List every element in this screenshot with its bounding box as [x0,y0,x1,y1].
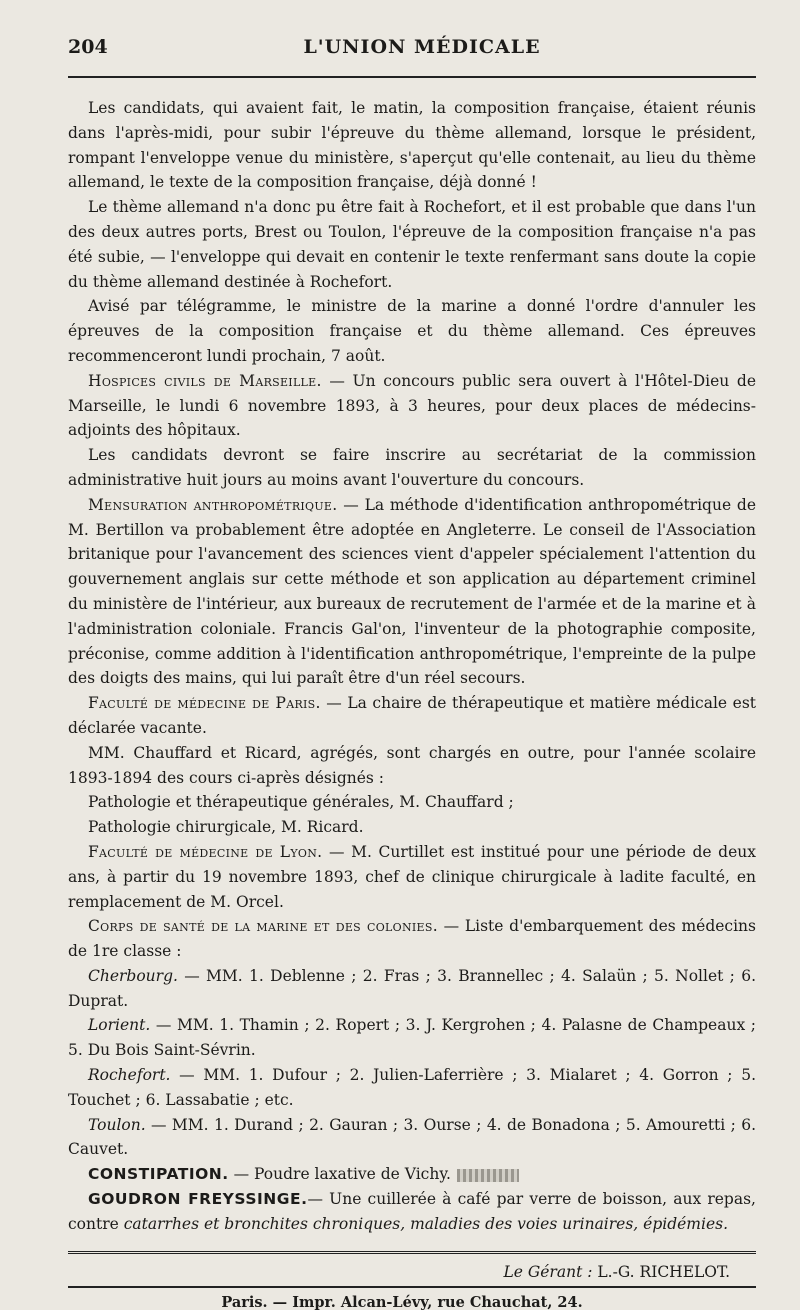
header-rule [68,76,756,78]
footer-rule [68,1251,756,1254]
advertisement [68,1187,756,1237]
gerant-label: Le Gérant : [503,1262,593,1281]
page-number: 204 [68,36,108,58]
paragraph-text: Le thème allemand n'a donc pu être fait à Rochefort, et il est probable que dans l'un des deux autres ports, Brest ou Toulon, l'épreuve de la composition française n'a pas été subie, — l'enveloppe qui devait en contenir le texte renfermant sans doute la copie du thème allemand destinée à Rochefort. [68,198,756,291]
article-body [68,96,756,1237]
ad-italic-text: catarrhes et bronchites chroniques, maladies des voies urinaires, épidémies. [123,1214,729,1233]
paragraph [68,964,756,1014]
stamp-icon [457,1169,519,1182]
section-heading: Faculté de médecine de Lyon. [88,842,323,861]
gerant-name: L.-G. RICHELOT. [592,1262,730,1281]
ad-title: CONSTIPATION. [88,1165,229,1184]
paragraph-text: Les candidats, qui avaient fait, le matin, la composition française, étaient réunis dans l'après-midi, pour subir l'épreuve du thème allemand, lorsque le président, rompant l'enveloppe venue du ministère, s'aperçut qu'elle contenait, au lieu du thème allemand, le texte de la composition française, déjà donné ! [68,99,756,192]
gerant-line [68,1260,756,1284]
paragraph-text: — MM. 1. Thamin ; 2. Ropert ; 3. J. Kergrohen ; 4. Palasne de Champeaux ; 5. Du Bois Saint-Sévrin. [68,1016,756,1060]
paragraph [68,369,756,443]
printer-imprint: Paris. — Impr. Alcan-Lévy, rue Chauchat, 24. [221,1293,583,1310]
section-heading: Hospices civils de Marseille. [88,371,322,390]
paragraph-text: — La méthode d'identification anthropométrique de M. Bertillon va probablement être adoptée en Angleterre. Le conseil de l'Association britanique pour l'avancement des sciences vient d'appeler spécialement l'attention du gouvernement anglais sur cette méthode et son application au département criminel du ministère de l'intérieur, aux bureaux de recrutement de l'armée et de la marine et à l'administration coloniale. Francis Gal'on, l'inventeur de la photographie composite, préconise, comme addition à l'identification anthropométrique, l'empreinte de la pulpe des doigts des mains, qui lui paraît être d'un réel secours. [68,495,756,688]
ad-title: GOUDRON FREYSSINGE. [88,1190,308,1209]
ad-text: — Poudre laxative de Vichy. [228,1165,451,1184]
paragraph [68,96,756,195]
paragraph-text: — Liste d'embarquement des médecins de 1re classe : [68,917,756,961]
paragraph [68,815,756,840]
paragraph-text: — MM. 1. Dufour ; 2. Julien-Laferrière ; 3. Mialaret ; 4. Gorron ; 5. Touchet ; 6. Lassabatie ; etc. [68,1066,756,1109]
port-name: Cherbourg. [88,966,178,985]
paragraph [68,1063,756,1113]
paragraph [68,790,756,815]
port-name: Toulon. [88,1115,146,1134]
port-name: Lorient. [88,1016,151,1035]
section-heading: Corps de santé de la marine et des colonies. [88,917,438,936]
paragraph [68,741,756,791]
ad-text: — Une cuillerée à café par verre de boisson, aux repas, contre [68,1190,756,1233]
paragraph [68,443,756,493]
port-name: Rochefort. [88,1066,171,1085]
section-heading: Faculté de médecine de Paris. [88,694,321,713]
section-heading: Mensuration anthropométrique. [88,495,338,514]
paragraph [68,914,756,964]
paragraph [68,691,756,741]
paragraph-text: — Un concours public sera ouvert à l'Hôtel-Dieu de Marseille, le lundi 6 novembre 1893, à 3 heures, pour deux places de médecins-adjoints des hôpitaux. [68,371,756,440]
paragraph [68,1113,756,1163]
paragraph [68,493,756,691]
paragraph-text: — MM. 1. Durand ; 2. Gauran ; 3. Ourse ; 4. de Bonadona ; 5. Amouretti ; 6. Cauvet. [68,1115,756,1159]
footer-rule [68,1286,756,1288]
page-header [68,36,756,70]
paragraph-text: MM. Chauffard et Ricard, agrégés, sont chargés en outre, pour l'année scolaire 1893-1894 des cours ci-après désignés : [68,743,756,787]
paragraph [68,195,756,294]
paragraph [68,294,756,368]
advertisement [68,1162,756,1187]
paragraph-text: Pathologie et thérapeutique générales, M. Chauffard ; [88,793,514,812]
paragraph-text: Pathologie chirurgicale, M. Ricard. [88,818,364,837]
paragraph [68,1013,756,1063]
paragraph-text: Avisé par télégramme, le ministre de la marine a donné l'ordre d'annuler les épreuves de la composition française et du thème allemand. Ces épreuves recommenceront lundi prochain, 7 août. [68,297,756,365]
paragraph [68,840,756,914]
paragraph-text: Les candidats devront se faire inscrire au secrétariat de la commission administrative huit jours au moins avant l'ouverture du concours. [68,446,756,489]
paragraph-text: — M. Curtillet est institué pour une période de deux ans, à partir du 19 novembre 1893, chef de clinique chirurgicale à ladite faculté, en remplacement de M. Orcel. [68,842,756,911]
paragraph-text: — La chaire de thérapeutique et matière médicale est déclarée vacante. [68,694,756,737]
paragraph-text: — MM. 1. Deblenne ; 2. Fras ; 3. Brannellec ; 4. Salaün ; 5. Nollet ; 6. Duprat. [68,966,756,1010]
running-title: L'UNION MÉDICALE [303,36,541,58]
